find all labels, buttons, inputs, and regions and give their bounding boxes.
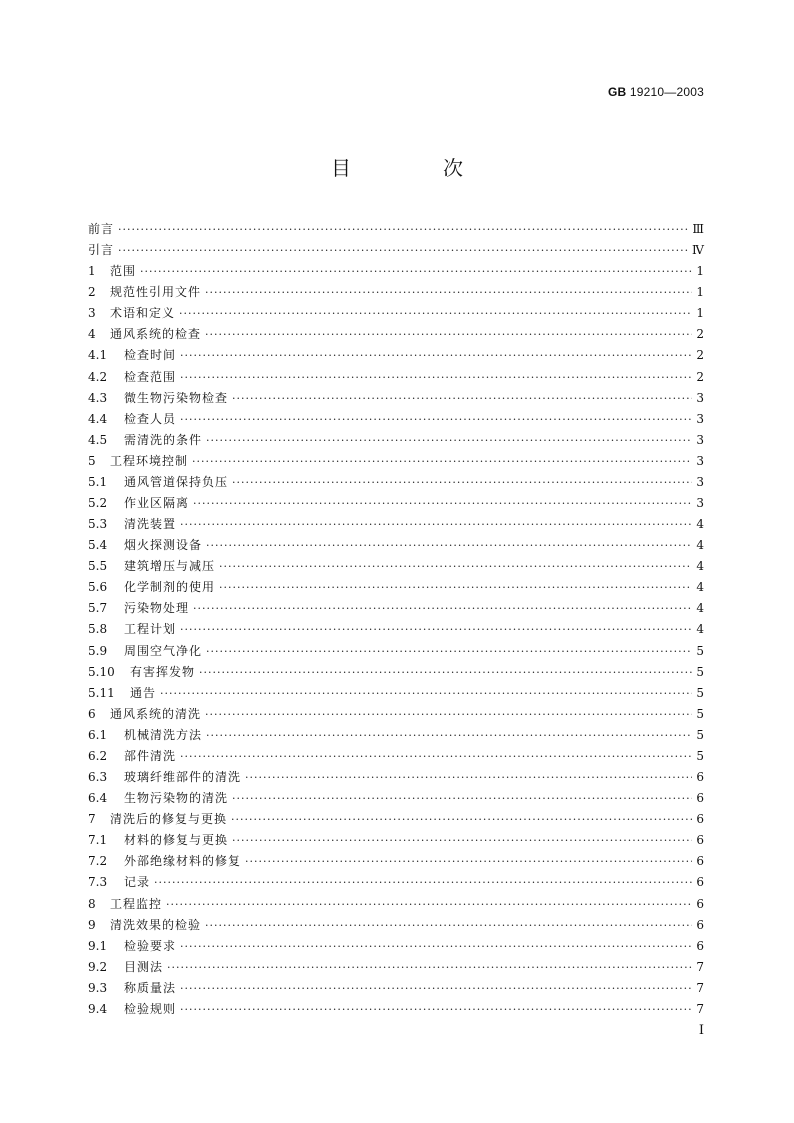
toc-entry-page: 6 xyxy=(696,854,704,869)
toc-entry-label: 清洗后的修复与更换 xyxy=(110,812,228,827)
toc-entry-number: 5.1 xyxy=(88,474,108,489)
toc-entry[interactable] xyxy=(88,978,704,999)
toc-entry[interactable] xyxy=(88,577,704,598)
toc-entry-label: 工程环境控制 xyxy=(110,453,189,468)
toc-entry-label: 有害挥发物 xyxy=(130,664,196,679)
toc-entry-page: Ⅲ xyxy=(692,222,704,236)
toc-entry-page: 6 xyxy=(696,791,704,806)
toc-entry-page: 3 xyxy=(696,390,704,405)
toc-entry-number: 5.3 xyxy=(88,517,108,532)
toc-entry-number: 9.1 xyxy=(88,938,108,953)
toc-entry-label: 前言 xyxy=(88,222,115,236)
toc-dot-leader xyxy=(219,556,692,577)
toc-entry[interactable] xyxy=(88,472,704,493)
toc-dot-leader xyxy=(192,451,692,472)
toc-dot-leader xyxy=(205,704,692,725)
toc-entry-page: 1 xyxy=(696,264,704,279)
toc-entry-number: 5.10 xyxy=(88,664,115,679)
toc-dot-leader xyxy=(232,388,692,409)
toc-entry-label: 通告 xyxy=(130,685,157,700)
toc-entry[interactable] xyxy=(88,936,704,957)
toc-entry[interactable] xyxy=(88,830,704,851)
toc-entry[interactable] xyxy=(88,430,704,451)
toc-entry-page: 2 xyxy=(696,348,704,363)
toc-entry-label: 玻璃纤维部件的清洗 xyxy=(124,770,242,785)
toc-entry-number: 4.2 xyxy=(88,369,108,384)
toc-entry-label: 范围 xyxy=(110,264,137,279)
toc-entry-number: 5.9 xyxy=(88,643,108,658)
toc-entry-page: 4 xyxy=(696,622,704,637)
toc-entry[interactable] xyxy=(88,388,704,409)
toc-dot-leader xyxy=(140,261,692,282)
toc-entry-number: 6.4 xyxy=(88,791,108,806)
toc-entry[interactable] xyxy=(88,894,704,915)
toc-entry-page: 5 xyxy=(696,643,704,658)
toc-dot-leader xyxy=(205,324,692,345)
toc-entry[interactable] xyxy=(88,809,704,830)
toc-entry-number: 6.2 xyxy=(88,748,108,763)
toc-entry-number: 6 xyxy=(88,706,96,721)
toc-entry-label: 检查范围 xyxy=(124,369,177,384)
toc-dot-leader xyxy=(232,788,692,809)
toc-entry-label: 烟火探测设备 xyxy=(124,538,203,553)
toc-dot-leader xyxy=(199,662,692,683)
toc-dot-leader xyxy=(180,936,692,957)
toc-dot-leader xyxy=(167,957,692,978)
toc-dot-leader xyxy=(180,999,692,1020)
toc-entry-number: 4.1 xyxy=(88,348,108,363)
toc-entry[interactable] xyxy=(88,746,704,767)
toc-entry-label: 检验规则 xyxy=(124,1001,177,1016)
toc-entry-number: 5.6 xyxy=(88,580,108,595)
toc-dot-leader xyxy=(180,409,692,430)
toc-entry-page: 3 xyxy=(696,411,704,426)
toc-entry-page: 6 xyxy=(696,833,704,848)
toc-entry-page: 2 xyxy=(696,369,704,384)
toc-dot-leader xyxy=(219,577,692,598)
toc-entry-number: 5.8 xyxy=(88,622,108,637)
toc-entry[interactable] xyxy=(88,409,704,430)
toc-dot-leader xyxy=(180,345,692,366)
toc-entry-page: 1 xyxy=(696,285,704,300)
toc-entry-page: 1 xyxy=(696,306,704,321)
toc-entry[interactable] xyxy=(88,367,704,388)
toc-dot-leader xyxy=(232,830,692,851)
toc-dot-leader xyxy=(118,240,688,261)
page-number: Ⅰ xyxy=(698,1023,704,1038)
toc-entry-number: 4.3 xyxy=(88,390,108,405)
toc-entry-page: 5 xyxy=(696,748,704,763)
toc-entry[interactable] xyxy=(88,662,704,683)
toc-dot-leader xyxy=(118,219,688,240)
toc-entry-page: 3 xyxy=(696,496,704,511)
toc-entry-label: 检验要求 xyxy=(124,938,177,953)
toc-entry[interactable] xyxy=(88,641,704,662)
toc-entry-label: 机械清洗方法 xyxy=(124,727,203,742)
toc-entry-number: 6.3 xyxy=(88,770,108,785)
toc-dot-leader xyxy=(180,367,692,388)
toc-entry-label: 术语和定义 xyxy=(110,306,176,321)
toc-entry-page: 6 xyxy=(696,812,704,827)
toc-entry-label: 引言 xyxy=(88,243,115,258)
toc-entry-page: 6 xyxy=(696,770,704,785)
toc-entry-label: 工程监控 xyxy=(110,896,163,911)
toc-entry-number: 1 xyxy=(88,264,96,279)
toc-entry-page: Ⅳ xyxy=(692,243,704,258)
toc-entry[interactable] xyxy=(88,240,704,261)
standard-prefix: GB xyxy=(607,85,627,99)
toc-dot-leader xyxy=(245,851,692,872)
toc-entry-label: 清洗效果的检验 xyxy=(110,917,202,932)
toc-dot-leader xyxy=(206,641,692,662)
toc-entry-number: 5.4 xyxy=(88,538,108,553)
toc-entry-label: 外部绝缘材料的修复 xyxy=(124,854,242,869)
toc-entry-label: 化学制剂的使用 xyxy=(124,580,216,595)
toc-entry-label: 周围空气净化 xyxy=(124,643,203,658)
toc-entry-page: 5 xyxy=(696,706,704,721)
toc-dot-leader xyxy=(166,894,692,915)
toc-entry-number: 2 xyxy=(88,285,96,300)
toc-entry-label: 作业区隔离 xyxy=(124,496,190,511)
toc-entry-number: 5.5 xyxy=(88,559,108,574)
toc-entry-page: 5 xyxy=(696,727,704,742)
toc-entry-page: 6 xyxy=(696,875,704,890)
toc-entry-label: 工程计划 xyxy=(124,622,177,637)
toc-dot-leader xyxy=(245,767,692,788)
toc-entry-label: 清洗装置 xyxy=(124,517,177,532)
toc-entry-number: 7 xyxy=(88,812,96,827)
toc-entry-label: 目测法 xyxy=(124,959,164,974)
toc-entry-number: 9 xyxy=(88,917,96,932)
toc-entry-page: 7 xyxy=(696,959,704,974)
page-title: 目 次 xyxy=(331,156,499,180)
toc-dot-leader xyxy=(180,746,692,767)
toc-dot-leader xyxy=(179,303,692,324)
toc-entry-page: 2 xyxy=(696,327,704,342)
toc-entry-number: 5.7 xyxy=(88,601,108,616)
toc-entry-page: 7 xyxy=(696,980,704,995)
toc-entry-page: 5 xyxy=(696,685,704,700)
toc-entry-page: 7 xyxy=(696,1001,704,1016)
toc-entry[interactable] xyxy=(88,219,704,240)
toc-entry[interactable] xyxy=(88,767,704,788)
standard-code xyxy=(560,85,704,99)
toc-entry-label: 生物污染物的清洗 xyxy=(124,791,229,806)
toc-entry-label: 通风系统的检查 xyxy=(110,327,202,342)
toc-entry-page: 4 xyxy=(696,538,704,553)
toc-entry[interactable] xyxy=(88,999,704,1020)
toc-dot-leader xyxy=(160,683,692,704)
toc-entry[interactable] xyxy=(88,851,704,872)
toc-entry[interactable] xyxy=(88,683,704,704)
toc-entry[interactable] xyxy=(88,514,704,535)
toc-entry-number: 7.3 xyxy=(88,875,108,890)
toc-dot-leader xyxy=(205,282,692,303)
toc-entry-page: 5 xyxy=(696,664,704,679)
toc-entry-page: 3 xyxy=(696,474,704,489)
toc-entry-label: 建筑增压与减压 xyxy=(124,559,216,574)
toc-entry-number: 8 xyxy=(88,896,96,911)
toc-entry-label: 微生物污染物检查 xyxy=(124,390,229,405)
toc-entry[interactable] xyxy=(88,915,704,936)
standard-number: 19210—2003 xyxy=(626,85,704,99)
toc-entry-number: 9.3 xyxy=(88,980,108,995)
toc-entry-label: 检查人员 xyxy=(124,411,177,426)
toc-entry-number: 7.1 xyxy=(88,833,108,848)
toc-entry[interactable] xyxy=(88,725,704,746)
toc-entry-label: 通风系统的清洗 xyxy=(110,706,202,721)
toc-entry-page: 3 xyxy=(696,453,704,468)
toc-dot-leader xyxy=(206,430,692,451)
toc-entry-number: 6.1 xyxy=(88,727,108,742)
toc-entry-number: 5.11 xyxy=(88,685,115,700)
toc-entry-page: 4 xyxy=(696,517,704,532)
toc-entry-number: 7.2 xyxy=(88,854,108,869)
toc-entry[interactable] xyxy=(88,282,704,303)
toc-dot-leader xyxy=(193,493,692,514)
toc-entry-page: 4 xyxy=(696,601,704,616)
toc-entry-label: 称质量法 xyxy=(124,980,177,995)
toc-dot-leader xyxy=(193,598,692,619)
toc-entry[interactable] xyxy=(88,261,704,282)
toc-entry[interactable] xyxy=(88,324,704,345)
toc-entry-number: 9.4 xyxy=(88,1001,108,1016)
toc-entry-number: 4.4 xyxy=(88,411,108,426)
toc-entry-label: 需清洗的条件 xyxy=(124,432,203,447)
toc-dot-leader xyxy=(154,872,692,893)
toc-entry[interactable] xyxy=(88,619,704,640)
toc-entry[interactable] xyxy=(88,451,704,472)
toc-dot-leader xyxy=(232,472,692,493)
toc-dot-leader xyxy=(231,809,692,830)
toc-entry-page: 4 xyxy=(696,559,704,574)
toc-entry-number: 5 xyxy=(88,453,96,468)
toc-dot-leader xyxy=(206,535,692,556)
toc-entry-number: 4.5 xyxy=(88,432,108,447)
toc-entry-label: 记录 xyxy=(124,875,151,890)
toc-entry-label: 规范性引用文件 xyxy=(110,285,202,300)
toc-dot-leader xyxy=(180,619,692,640)
toc-entry-label: 部件清洗 xyxy=(124,748,177,763)
toc-entry-page: 6 xyxy=(696,917,704,932)
toc-entry-label: 通风管道保持负压 xyxy=(124,474,229,489)
toc-dot-leader xyxy=(206,725,692,746)
toc-entry-number: 9.2 xyxy=(88,959,108,974)
toc-entry-number: 5.2 xyxy=(88,496,108,511)
toc-entry-number: 4 xyxy=(88,327,96,342)
toc-entry[interactable] xyxy=(88,704,704,725)
toc-entry[interactable] xyxy=(88,493,704,514)
toc-entry-label: 检查时间 xyxy=(124,348,177,363)
toc-entry-page: 6 xyxy=(696,938,704,953)
toc-dot-leader xyxy=(180,978,692,999)
toc-entry[interactable] xyxy=(88,872,704,893)
toc-entry-page: 4 xyxy=(696,580,704,595)
toc-entry[interactable] xyxy=(88,556,704,577)
toc-entry[interactable] xyxy=(88,345,704,366)
toc-entry-number: 3 xyxy=(88,306,96,321)
toc-entry[interactable] xyxy=(88,788,704,809)
toc-entry[interactable] xyxy=(88,957,704,978)
table-of-contents xyxy=(88,219,704,1020)
toc-entry-label: 污染物处理 xyxy=(124,601,190,616)
toc-entry[interactable] xyxy=(88,598,704,619)
toc-dot-leader xyxy=(205,915,692,936)
toc-entry[interactable] xyxy=(88,303,704,324)
toc-entry-label: 材料的修复与更换 xyxy=(124,833,229,848)
toc-entry-page: 3 xyxy=(696,432,704,447)
toc-entry-page: 6 xyxy=(696,896,704,911)
toc-entry[interactable] xyxy=(88,535,704,556)
toc-dot-leader xyxy=(180,514,692,535)
